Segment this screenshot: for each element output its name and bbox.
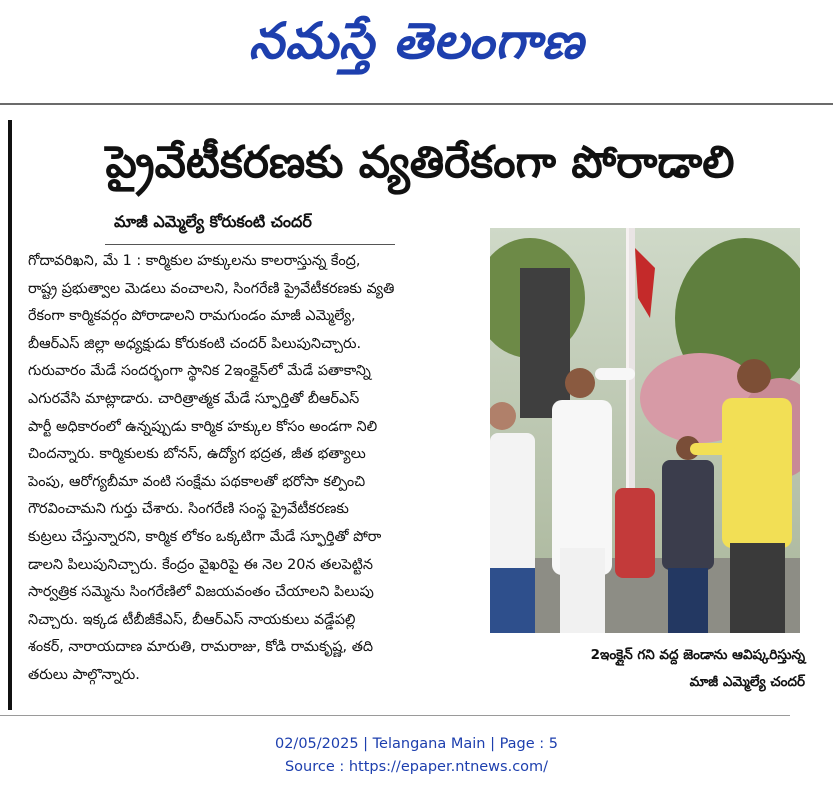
footer [0, 733, 833, 779]
article-line: గురువారం మేడే సందర్భంగా స్థానిక 2ఇంక్లైన్‌లో మేడే పతాకాన్ని [28, 363, 371, 380]
article-line: సార్వత్రిక సమ్మెను సింగరేణిలో విజయవంతం చేయాలని పిలుపు [28, 584, 374, 601]
photo-caption [490, 642, 805, 696]
article-line: గౌరవించామని గుర్తు చేశారు. సింగరేణి సంస్థ ప్రైవేటీకరణకు [28, 501, 349, 518]
article-line: రాష్ట్ర ప్రభుత్వాల మెడలు వంచాలని, సింగరేణి ప్రైవేటీకరణకు వ్యతి [28, 280, 395, 297]
article-side-bar [8, 120, 12, 710]
footer-source: Source : https://epaper.ntnews.com/ [284, 759, 549, 775]
article-line: డాలని పిలుపునిచ్చారు. కేంద్రం వైఖరిపై ఈ నెల 20న తలపెట్టిన [28, 556, 373, 573]
subhead-divider [105, 244, 395, 245]
article-line: బీఆర్ఎస్ జిల్లా అధ్యక్షుడు కోరుకంటి చందర్ పిలుపునిచ్చారు. [28, 335, 362, 352]
masthead-logo: నమస్తే తెలంగాణ [248, 12, 585, 70]
article-line: శంకర్, నారాయదాణ మారుతి, రామరాజు, కోడి రామకృష్ణ, తది [28, 639, 374, 656]
footer-date-edition: 02/05/2025 | Telangana Main | Page : 5 [274, 736, 559, 752]
photo-caption-line: 2ఇంక్లైన్ గని వద్ద జెండాను ఆవిష్కరిస్తున్న [590, 647, 805, 663]
flag-hoisting-photo [490, 228, 800, 633]
article-headline: ప్రైవేటీకరణకు వ్యతిరేకంగా పోరాడాలి [105, 137, 735, 188]
article-line: ఎగురవేసి మాట్లాడారు. చారిత్రాత్మక మేడే స్ఫూర్తితో బీఆర్ఎస్ [28, 390, 360, 407]
news-photo [490, 228, 800, 633]
article-line: నిచ్చారు. ఇక్కడ టీబీజీకేఎస్, బీఆర్ఎస్ నాయకులు వడ్డేపల్లి [28, 611, 356, 628]
article-subhead: మాజీ ఎమ్మెల్యే కోరుకంటి చందర్ [114, 212, 312, 231]
footer-divider [0, 715, 790, 716]
masthead-divider [0, 103, 833, 105]
photo-caption-line: మాజీ ఎమ్మెల్యే చందర్ [689, 674, 805, 690]
article-line: గోదావరిఖని, మే 1 : కార్మికుల హక్కులను కాలరాస్తున్న కేంద్ర, [28, 253, 361, 269]
article-line: పెంపు, ఆరోగ్యబీమా వంటి సంక్షేమ పథకాలతో భరోసా కల్పించి [28, 473, 366, 490]
article-line: తరులు పాల్గొన్నారు. [28, 666, 140, 683]
article-line: పార్టీ అధికారంలో ఉన్నప్పుడు కార్మిక హక్కుల కోసం అండగా నిలి [28, 418, 378, 435]
article-line: రేకంగా కార్మికవర్గం పోరాడాలని రామగుండం మాజీ ఎమ్మెల్యే, [28, 308, 356, 325]
article-line: చిందన్నారు. కార్మికులకు బోనస్, ఉద్యోగ భద్రత, జీత భత్యాలు [28, 446, 366, 463]
article-line: కుట్రలు చేస్తున్నారని, కార్మిక లోకం ఒక్కటిగా మేడే స్ఫూర్తితో పోరా [28, 528, 382, 545]
article-body [28, 248, 482, 690]
